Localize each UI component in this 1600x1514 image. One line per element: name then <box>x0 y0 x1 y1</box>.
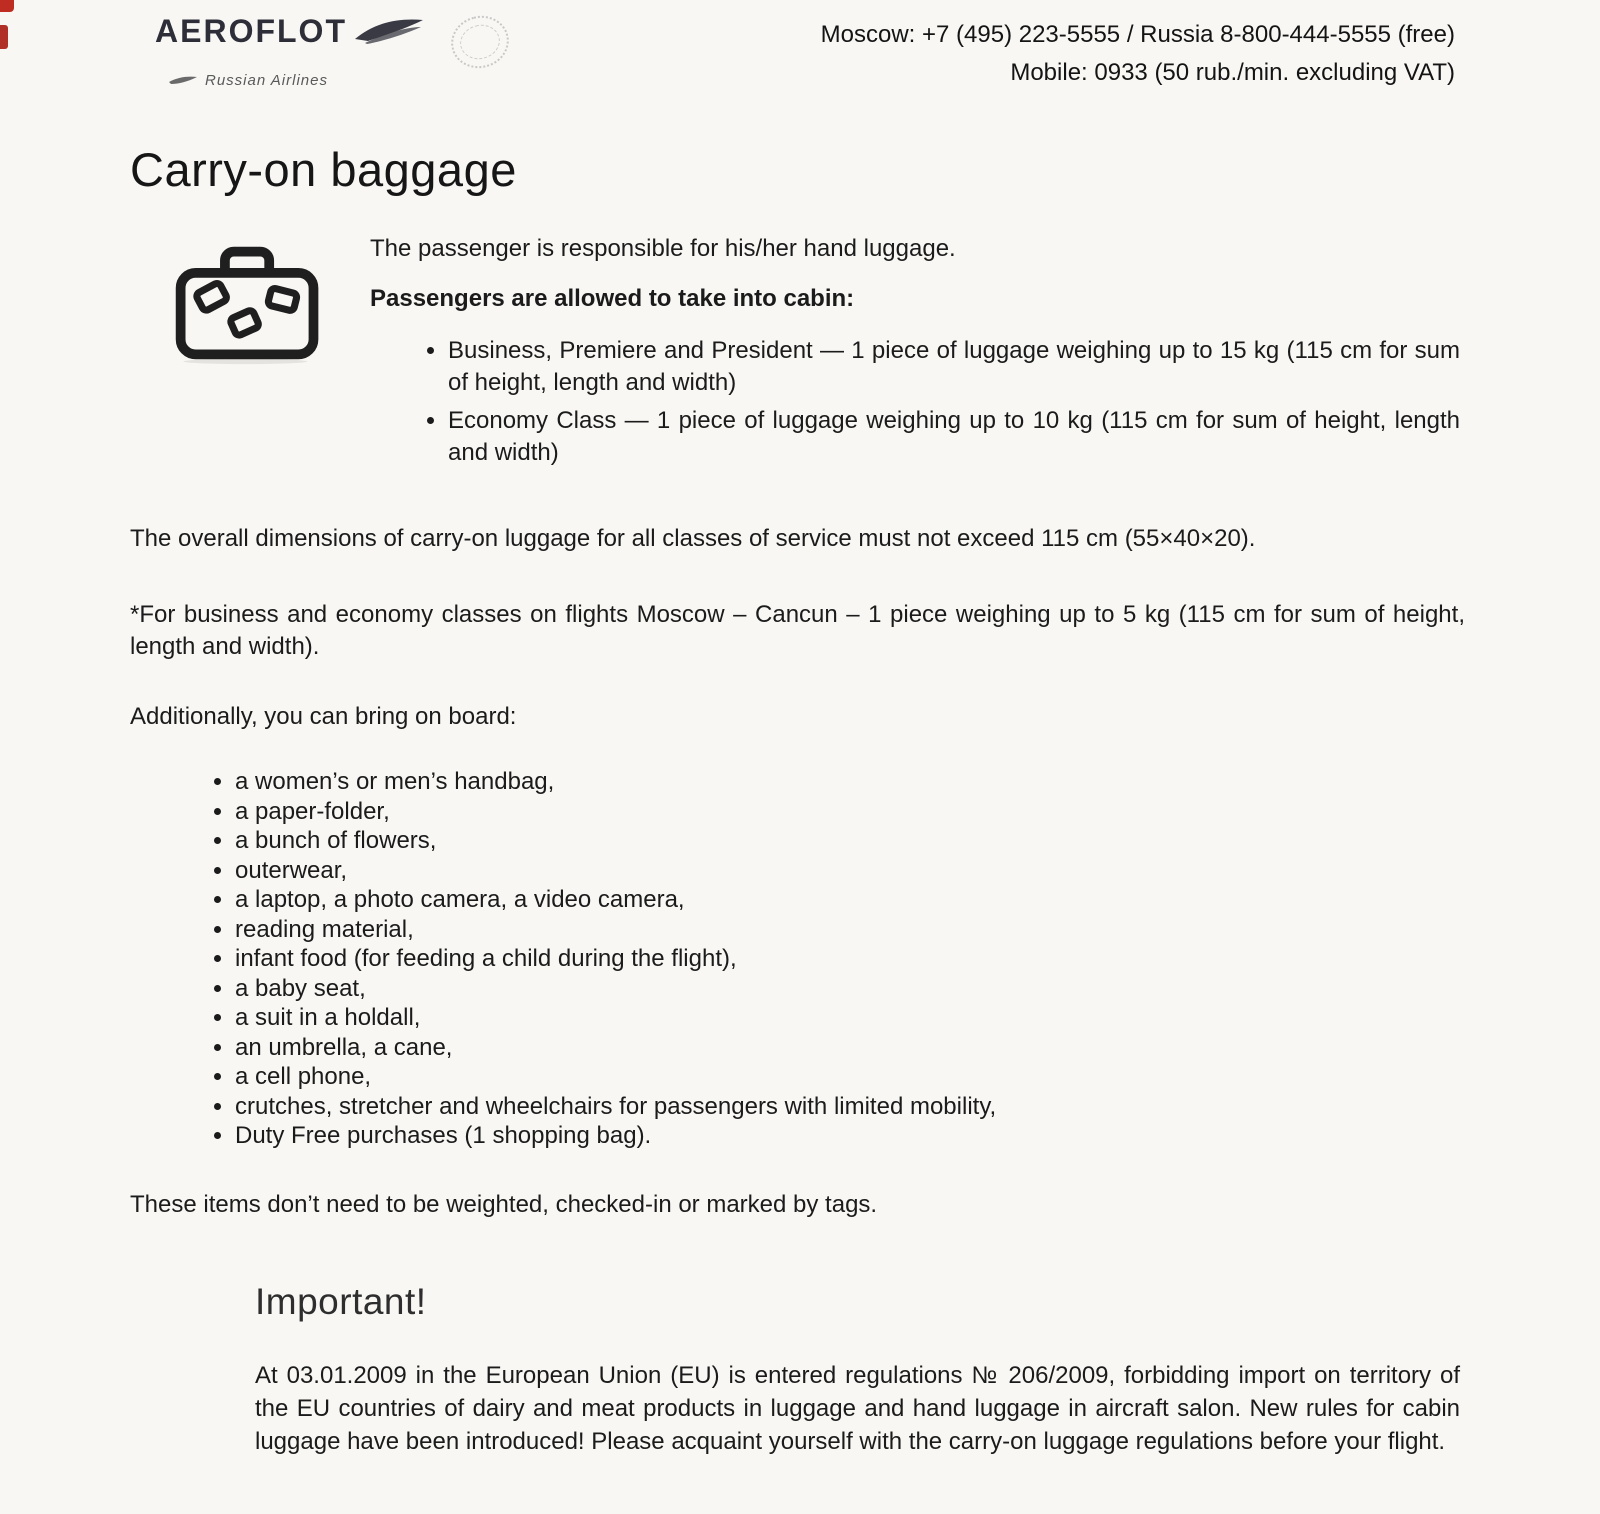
cancun-paragraph: *For business and economy classes on flights Moscow – Cancun – 1 piece weighing up to 5 kg (115 cm for sum of height, length and width). <box>130 601 1465 660</box>
wing-icon <box>353 18 425 46</box>
intro-section <box>170 233 1460 475</box>
allowed-item: • Economy Class — 1 piece of luggage weighing up to 10 kg (115 cm for sum of height, length and width) <box>448 405 1460 469</box>
page-title: Carry-on baggage <box>130 143 517 196</box>
scan-artifact <box>0 0 14 12</box>
additional-items-list <box>130 767 1400 1151</box>
additionally-paragraph: Additionally, you can bring on board: <box>130 703 517 730</box>
important-body: At 03.01.2009 in the European Union (EU) is entered regulations № 206/2009, forbidding import on territory of the EU countries of dairy and meat products in luggage and hand luggage in aircraft salon. New rules for cabin luggage have been introduced! Please acquaint yourself with the carry-on luggage regulations before your flight. <box>255 1361 1460 1455</box>
important-heading: Important! <box>255 1280 427 1322</box>
suitcase-icon-column <box>170 233 370 475</box>
suitcase-icon <box>170 241 325 365</box>
contact-info <box>821 14 1455 92</box>
tags-note: These items don’t need to be weighted, checked-in or marked by tags. <box>130 1190 878 1218</box>
list-item: • a cell phone, <box>235 1062 1400 1092</box>
responsibility-text: The passenger is responsible for his/her hand luggage. <box>370 235 956 262</box>
dimensions-paragraph: The overall dimensions of carry-on luggage for all classes of service must not exceed 115 cm (55×40×20). <box>130 525 1256 552</box>
stamp-mark <box>446 10 515 74</box>
small-wing-icon <box>169 75 197 86</box>
allowed-item: • Business, Premiere and President — 1 piece of luggage weighing up to 15 kg (115 cm for sum of height, length and width) <box>448 335 1460 399</box>
list-item: • a women’s or men’s handbag, <box>235 767 1400 797</box>
list-item: • infant food (for feeding a child during the flight), <box>235 944 1400 974</box>
intro-text <box>370 233 1460 475</box>
logo-subtitle: Russian Airlines <box>205 72 328 89</box>
allowed-heading: Passengers are allowed to take into cabin: <box>370 285 855 312</box>
list-item: • a bunch of flowers, <box>235 826 1400 856</box>
contact-line-2: Mobile: 0933 (50 rub./min. excluding VAT) <box>1010 59 1455 86</box>
list-item: • a laptop, a photo camera, a video camera, <box>235 885 1400 915</box>
aeroflot-logo <box>155 14 509 89</box>
scan-artifact <box>0 25 8 49</box>
list-item: • an umbrella, a cane, <box>235 1033 1400 1063</box>
list-item: • Duty Free purchases (1 shopping bag). <box>235 1121 1400 1151</box>
list-item: • reading material, <box>235 915 1400 945</box>
header <box>0 0 1600 92</box>
allowed-list <box>370 335 1460 469</box>
logo-sub-row <box>169 72 509 89</box>
logo-top-row <box>155 14 509 68</box>
brand-text: AEROFLOT <box>155 13 347 49</box>
contact-line-1: Moscow: +7 (495) 223-5555 / Russia 8-800-444-5555 (free) <box>820 21 1455 48</box>
list-item: • a baby seat, <box>235 974 1400 1004</box>
list-item: • a suit in a holdall, <box>235 1003 1400 1033</box>
list-item: • a paper-folder, <box>235 797 1400 827</box>
list-item: • outerwear, <box>235 856 1400 886</box>
list-item: • crutches, stretcher and wheelchairs for passengers with limited mobility, <box>235 1092 1400 1122</box>
